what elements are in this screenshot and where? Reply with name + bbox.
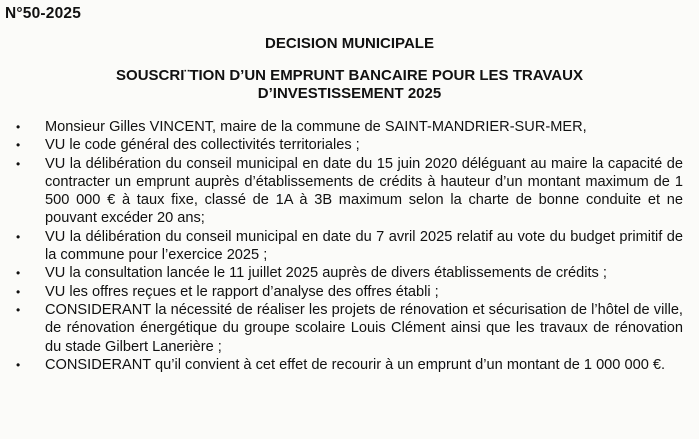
document-subtitle-line-1: SOUSCRI¨TION D’UN EMPRUNT BANCAIRE POUR LES TRAVAUX [116,67,583,84]
list-item: • VU les offres reçues et le rapport d’analyse des offres établi ; [0,283,699,301]
list-item: • VU le code général des collectivités territoriales ; [0,136,699,154]
document-title: DECISION MUNICIPALE [265,35,434,52]
list-item: • VU la consultation lancée le 11 juillet 2025 auprès de divers établissements de crédits ; [0,264,699,282]
list-item: • Monsieur Gilles VINCENT, maire de la commune de SAINT-MANDRIER-SUR-MER, [0,118,699,136]
decision-number: N°50-2025 [5,5,82,22]
list-item: • VU la délibération du conseil municipal en date du 15 juin 2020 déléguant au maire la capacité de contracter un emprunt auprès d’établissements de crédits à hauteur d’un montant maximum de 1 500 000 € à taux fixe, classé de 1A à 3B maximum selon la charte de bonne conduite et ne pouvant excéder 20 ans; [0,155,699,228]
list-item: • CONSIDERANT la nécessité de réaliser les projets de rénovation et sécurisation de l’hôtel de ville, de rénovation énergétique du groupe scolaire Louis Clément ainsi que les travaux de rénovation du stade Gilbert Lanerière ; [0,301,699,356]
list-item: • CONSIDERANT qu’il convient à cet effet de recourir à un emprunt d’un montant de 1 000 000 €. [0,356,699,374]
list-item: • VU la délibération du conseil municipal en date du 7 avril 2025 relatif au vote du budget primitif de la commune pour l’exercice 2025 ; [0,228,699,265]
document-subtitle-line-2: D’INVESTISSEMENT 2025 [257,85,442,102]
considerations-list [0,118,699,374]
